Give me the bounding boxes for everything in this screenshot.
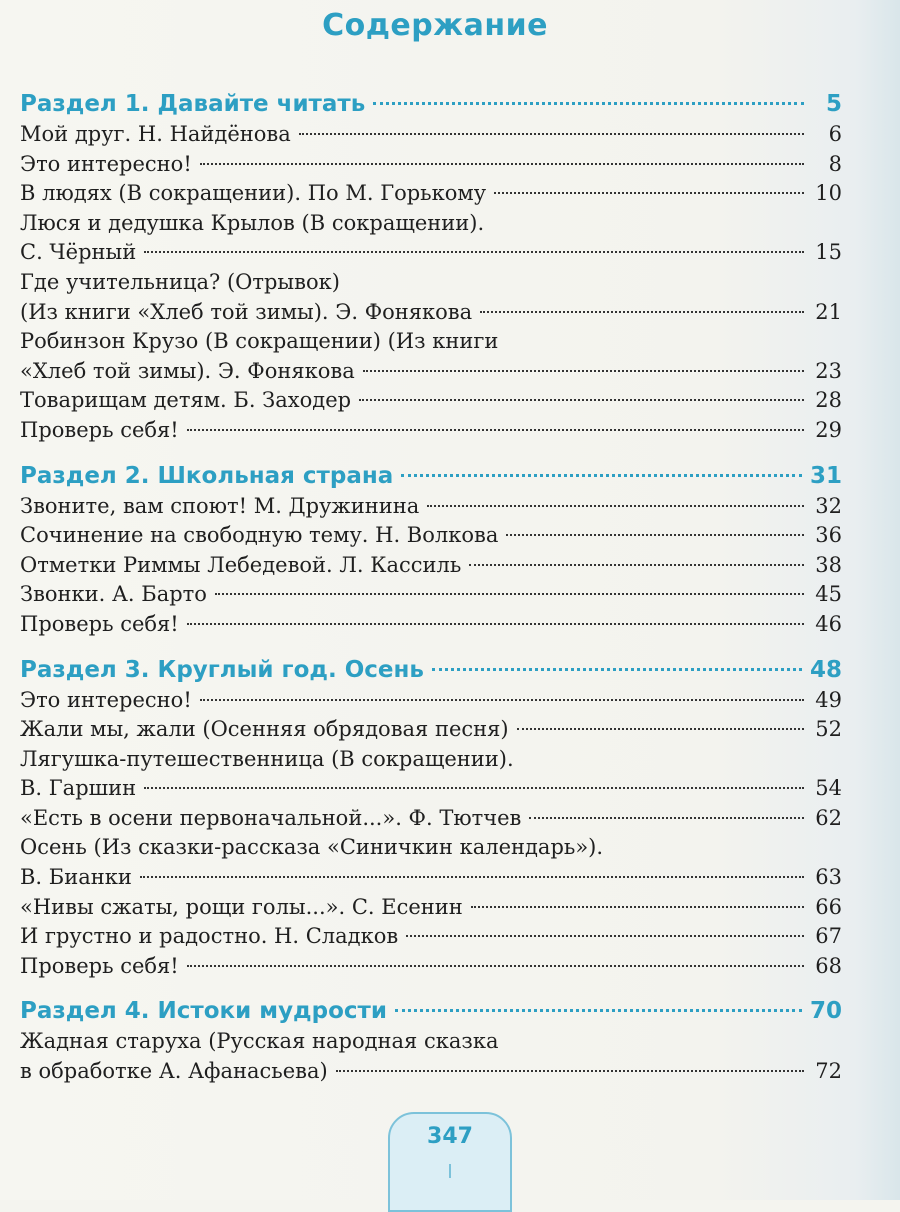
toc-entry [20, 179, 842, 209]
toc-entry [20, 416, 842, 446]
entry-page: 66 [815, 894, 842, 919]
entry-page: 62 [815, 805, 842, 830]
section-page: 31 [809, 462, 842, 489]
entry-label: Это интересно! [20, 151, 192, 176]
toc-entry [20, 774, 842, 804]
dot-leader [140, 876, 804, 878]
dot-leader [401, 474, 802, 477]
section-heading-3 [20, 654, 842, 686]
entry-label: Звоните, вам споют! М. Дружинина [20, 493, 420, 518]
entry-line-1: Люся и дедушка Крылов (В сокращении). [20, 210, 485, 235]
toc-entry [20, 804, 842, 834]
dot-leader [187, 429, 804, 431]
toc-entry [20, 952, 842, 982]
entry-label: С. Чёрный [20, 240, 137, 265]
dot-leader [187, 965, 804, 967]
entry-line-1: Робинзон Крузо (В сокращении) (Из книги [20, 329, 499, 354]
toc-entry [20, 238, 842, 268]
dot-leader [373, 102, 804, 105]
dot-leader [395, 1009, 802, 1012]
section-heading-1 [20, 88, 842, 120]
toc-entry [20, 1057, 842, 1087]
toc-entry [20, 521, 842, 551]
dot-leader [432, 668, 802, 671]
entry-label: Это интересно! [20, 687, 192, 712]
toc-entry [20, 150, 842, 180]
dot-leader [359, 399, 804, 401]
entry-line-1: Где учительница? (Отрывок) [20, 269, 340, 294]
entry-label: Сочинение на свободную тему. Н. Волкова [20, 523, 499, 548]
dot-leader [471, 906, 804, 908]
section-page: 48 [809, 656, 842, 683]
entry-page: 29 [815, 417, 842, 442]
toc-entry [20, 715, 842, 745]
entry-page: 21 [815, 299, 842, 324]
dot-leader [494, 192, 804, 194]
entry-label: Товарищам детям. Б. Заходер [20, 388, 352, 413]
page-title: Содержание [322, 8, 548, 43]
toc-entry [20, 120, 842, 150]
toc-entry [20, 686, 842, 716]
entry-page: 28 [815, 388, 842, 413]
entry-label: Проверь себя! [20, 611, 179, 636]
entry-page: 52 [815, 717, 842, 742]
dot-leader [506, 534, 804, 536]
entry-label: Проверь себя! [20, 417, 179, 442]
entry-page: 49 [815, 687, 842, 712]
entry-label: Жали мы, жали (Осенняя обрядовая песня) [20, 717, 509, 742]
entry-label: В. Бианки [20, 865, 132, 890]
section-label: Раздел 2. Школьная страна [20, 462, 394, 489]
toc-entry [20, 863, 842, 893]
entry-page: 54 [815, 776, 842, 801]
toc-entry [20, 298, 842, 328]
entry-label: в обработке А. Афанасьева) [20, 1059, 328, 1084]
dot-leader [363, 370, 804, 372]
entry-page: 72 [815, 1059, 842, 1084]
entry-page: 32 [815, 493, 842, 518]
entry-page: 63 [815, 865, 842, 890]
entry-label: «Есть в осени первоначальной...». Ф. Тютчев [20, 805, 522, 830]
table-of-contents [20, 88, 842, 1087]
entry-label: «Нивы сжаты, рощи голы...». С. Есенин [20, 894, 463, 919]
toc-entry [20, 580, 842, 610]
dot-leader [200, 699, 804, 701]
entry-label: Отметки Риммы Лебедевой. Л. Кассиль [20, 552, 462, 577]
dot-leader [200, 163, 804, 165]
entry-label: Звонки. А. Барто [20, 582, 207, 607]
entry-page: 46 [815, 611, 842, 636]
dot-leader [517, 728, 804, 730]
entry-line-1: Лягушка-путешественница (В сокращении). [20, 746, 514, 771]
dot-leader [406, 935, 804, 937]
dot-leader [469, 564, 804, 566]
entry-page: 8 [828, 151, 842, 176]
section-label: Раздел 4. Истоки мудрости [20, 998, 387, 1025]
entry-page: 67 [815, 924, 842, 949]
entry-page: 10 [815, 181, 842, 206]
dot-leader [187, 623, 804, 625]
entry-page: 68 [815, 953, 842, 978]
dot-leader [215, 593, 804, 595]
entry-label: (Из книги «Хлеб той зимы). Э. Фонякова [20, 299, 473, 324]
section-page: 5 [825, 91, 842, 117]
dot-leader [529, 817, 804, 819]
toc-entry [20, 893, 842, 923]
section-heading-4 [20, 995, 842, 1027]
toc-entry [20, 551, 842, 581]
entry-page: 36 [815, 523, 842, 548]
dot-leader [480, 311, 804, 313]
toc-entry [20, 922, 842, 952]
toc-entry [20, 386, 842, 416]
page-number-tick [449, 1164, 451, 1178]
entry-page: 45 [815, 582, 842, 607]
entry-page: 38 [815, 552, 842, 577]
entry-label: В. Гаршин [20, 776, 137, 801]
dot-leader [144, 251, 804, 253]
toc-entry [20, 357, 842, 387]
entry-line-1: Осень (Из сказки-рассказа «Синичкин календарь»). [20, 835, 604, 860]
page-number: 347 [427, 1124, 473, 1149]
section-page: 70 [809, 998, 842, 1025]
dot-leader [427, 505, 804, 507]
dot-leader [299, 133, 804, 135]
section-label: Раздел 3. Круглый год. Осень [20, 656, 424, 683]
entry-label: В людях (В сокращении). По М. Горькому [20, 181, 487, 206]
toc-entry [20, 610, 842, 640]
dot-leader [336, 1070, 804, 1072]
entry-page: 6 [828, 122, 842, 146]
entry-page: 15 [815, 240, 842, 265]
toc-entry [20, 492, 842, 522]
entry-label: И грустно и радостно. Н. Сладков [20, 924, 399, 949]
entry-label: «Хлеб той зимы). Э. Фонякова [20, 358, 355, 383]
entry-label: Мой друг. Н. Найдёнова [20, 122, 291, 146]
entry-line-1: Жадная старуха (Русская народная сказка [20, 1029, 499, 1054]
section-heading-2 [20, 460, 842, 492]
section-label: Раздел 1. Давайте читать [20, 91, 366, 117]
entry-page: 23 [815, 358, 842, 383]
dot-leader [144, 787, 804, 789]
entry-label: Проверь себя! [20, 953, 179, 978]
